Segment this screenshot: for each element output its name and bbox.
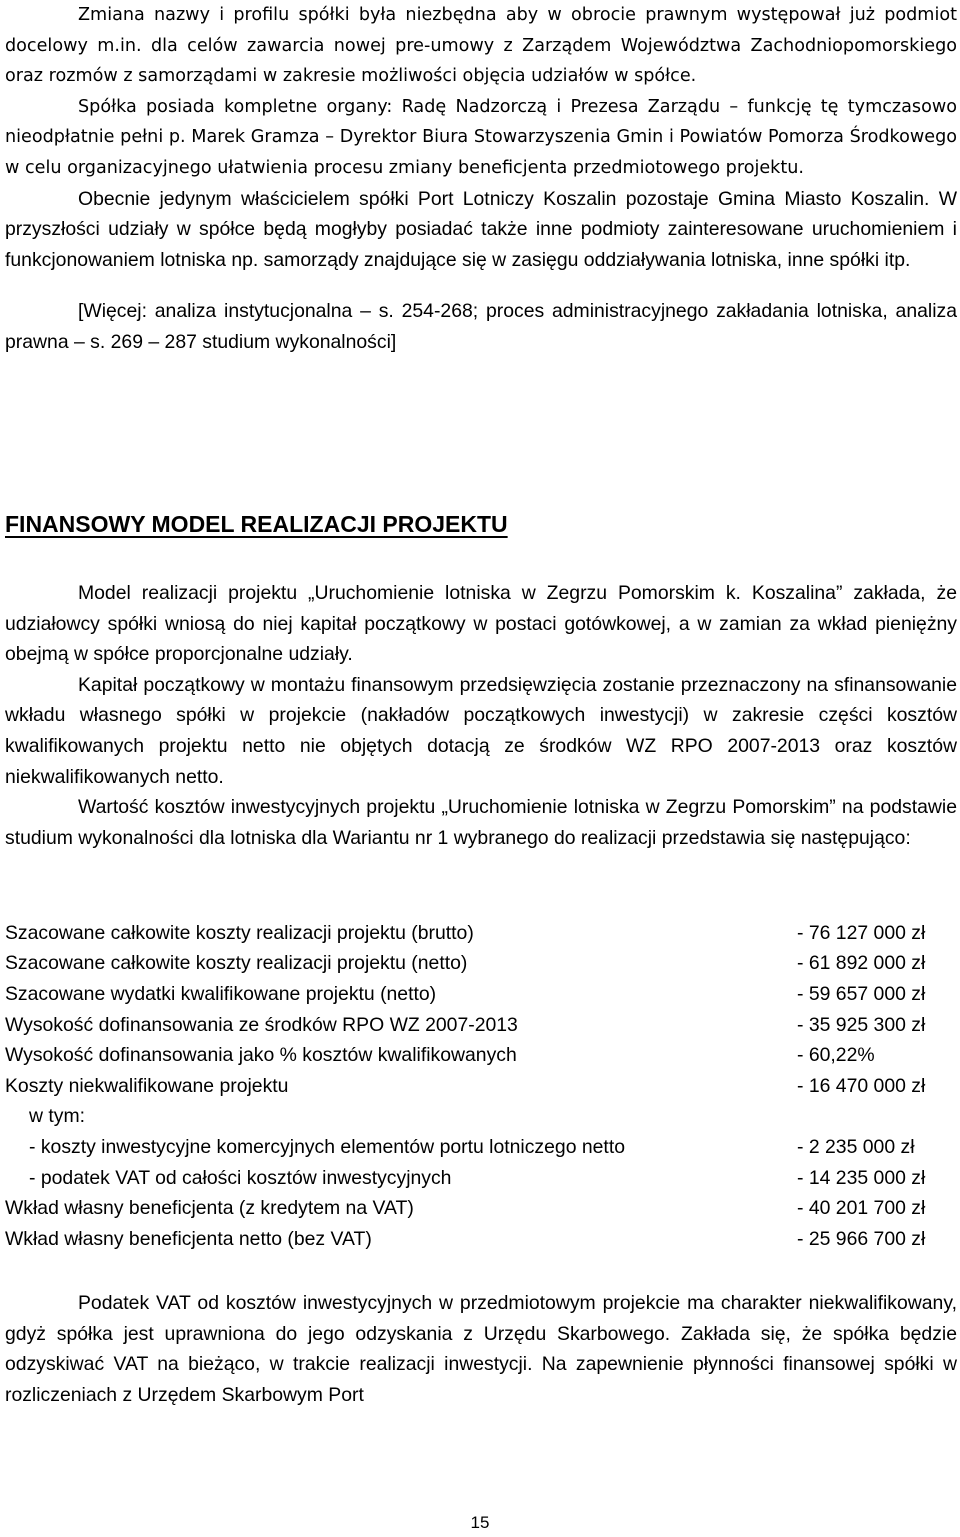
table-row (5, 1193, 957, 1224)
cost-table (5, 918, 957, 1255)
paragraph-vat: Podatek VAT od kosztów inwestycyjnych w przedmiotowym projekcie ma charakter niekwalifikowany, gdyż spółka jest uprawniona do jego odzyskania z Urzędu Skarbowego. Zakłada się, że spółka będzie odzyskiwać VAT na bieżąco, w trakcie realizacji inwestycji. Na zapewnienie płynności finansowej spółki w rozliczeniach z Urzędem Skarbowym Port (5, 1292, 957, 1406)
table-row (5, 1102, 957, 1133)
cost-value: - 14 235 000 zł (797, 1166, 926, 1189)
cost-value: - 35 925 300 zł (797, 1013, 926, 1036)
paragraph-initial-capital: Kapitał początkowy w montażu finansowym przedsięwzięcia zostanie przeznaczony na sfinansowanie wkładu własnego spółki w projekcie (nakładów początkowych inwestycji) w zakresie części kosztów kwalifikowanych projektu netto nie objętych dotacją ze środków WZ RPO 2007-2013 oraz kosztów niekwalifikowanych netto. (5, 673, 957, 788)
cost-value: - 61 892 000 zł (797, 952, 926, 975)
paragraph-company-owner: Obecnie jedynym właścicielem spółki Port Lotniczy Koszalin pozostaje Gmina Miasto Koszalin. W przyszłości udziały w spółce będą mogłyby posiadać także inne podmioty zainteresowane uruchomieniem i funkcjonowaniem lotniska np. samorządy znajdujące się w zasięgu oddziaływania lotniska, inne spółki itp. (5, 187, 957, 271)
table-row (5, 979, 957, 1010)
paragraph-references: [Więcej: analiza instytucjonalna – s. 254-268; proces administracyjnego zakładania lotniska, analiza prawna – s. 269 – 287 studium wykonalności] (5, 300, 957, 353)
cost-label: Wkład własny beneficjenta (z kredytem na VAT) (5, 1197, 414, 1220)
top-block (5, 0, 957, 358)
table-row (5, 1040, 957, 1071)
bottom-block (5, 1288, 957, 1410)
financial-model-text (5, 578, 957, 853)
cost-value: - 16 470 000 zł (797, 1074, 926, 1097)
cost-label: Wysokość dofinansowania ze środków RPO WZ 2007-2013 (5, 1013, 518, 1036)
cost-value: - 40 201 700 zł (797, 1197, 926, 1220)
cost-label: Szacowane całkowite koszty realizacji projektu (brutto) (5, 921, 474, 944)
table-row (5, 1132, 957, 1163)
cost-label: Szacowane całkowite koszty realizacji projektu (netto) (5, 952, 468, 975)
paragraph-model-description: Model realizacji projektu „Uruchomienie lotniska w Zegrzu Pomorskim k. Koszalina” zakłada, że udziałowcy spółki wniosą do niej kapitał początkowy w postaci gotówkowej, a w zamian za wkład pieniężny obejmą w spółce proporcjonalne udziały. (5, 582, 957, 666)
table-row (5, 1224, 957, 1255)
cost-label: Koszty niekwalifikowane projektu (5, 1074, 289, 1097)
cost-label: - podatek VAT od całości kosztów inwestycyjnych (29, 1166, 452, 1189)
table-row (5, 918, 957, 949)
cost-label: w tym: (29, 1105, 86, 1128)
cost-value (797, 1102, 957, 1133)
section-heading: FINANSOWY MODEL REALIZACJI PROJEKTU (5, 511, 508, 537)
cost-label: Wkład własny beneficjenta netto (bez VAT) (5, 1227, 372, 1250)
table-row (5, 1010, 957, 1041)
cost-value: - 76 127 000 zł (797, 921, 926, 944)
paragraph-investment-value: Wartość kosztów inwestycyjnych projektu „Uruchomienie lotniska w Zegrzu Pomorskim” na podstawie studium wykonalności dla lotniska dla Wariantu nr 1 wybranego do realizacji przedstawia się następująco: (5, 796, 957, 849)
cost-value: - 2 235 000 zł (797, 1135, 915, 1158)
cost-label: - koszty inwestycyjne komercyjnych elementów portu lotniczego netto (29, 1135, 625, 1158)
paragraph-company-organs: Spółka posiada kompletne organy: Radę Nadzorczą i Prezesa Zarządu – funkcję tę tymczasowo nieodpłatnie pełni p. Marek Gramza – Dyrektor Biura Stowarzyszenia Gmin i Powiatów Pomorza Środkowego w celu organizacyjnego ułatwienia procesu zmiany beneficjenta przedmiotowego projektu. (5, 96, 957, 178)
cost-value: - 60,22% (797, 1044, 875, 1067)
table-row (5, 1163, 957, 1194)
cost-value: - 59 657 000 zł (797, 982, 926, 1005)
table-row (5, 949, 957, 980)
cost-value: - 25 966 700 zł (797, 1227, 926, 1250)
cost-label: Szacowane wydatki kwalifikowane projektu (netto) (5, 982, 437, 1005)
table-row (5, 1071, 957, 1102)
page-number: 15 (470, 1513, 490, 1532)
cost-label: Wysokość dofinansowania jako % kosztów kwalifikowanych (5, 1044, 517, 1067)
paragraph-company-name-change: Zmiana nazwy i profilu spółki była niezbędna aby w obrocie prawnym występował już podmiot docelowy m.in. dla celów zawarcia nowej pre-umowy z Zarządem Województwa Zachodniopomorskiego oraz rozmów z samorządami w zakresie możliwości objęcia udziałów w spółce. (5, 5, 957, 87)
